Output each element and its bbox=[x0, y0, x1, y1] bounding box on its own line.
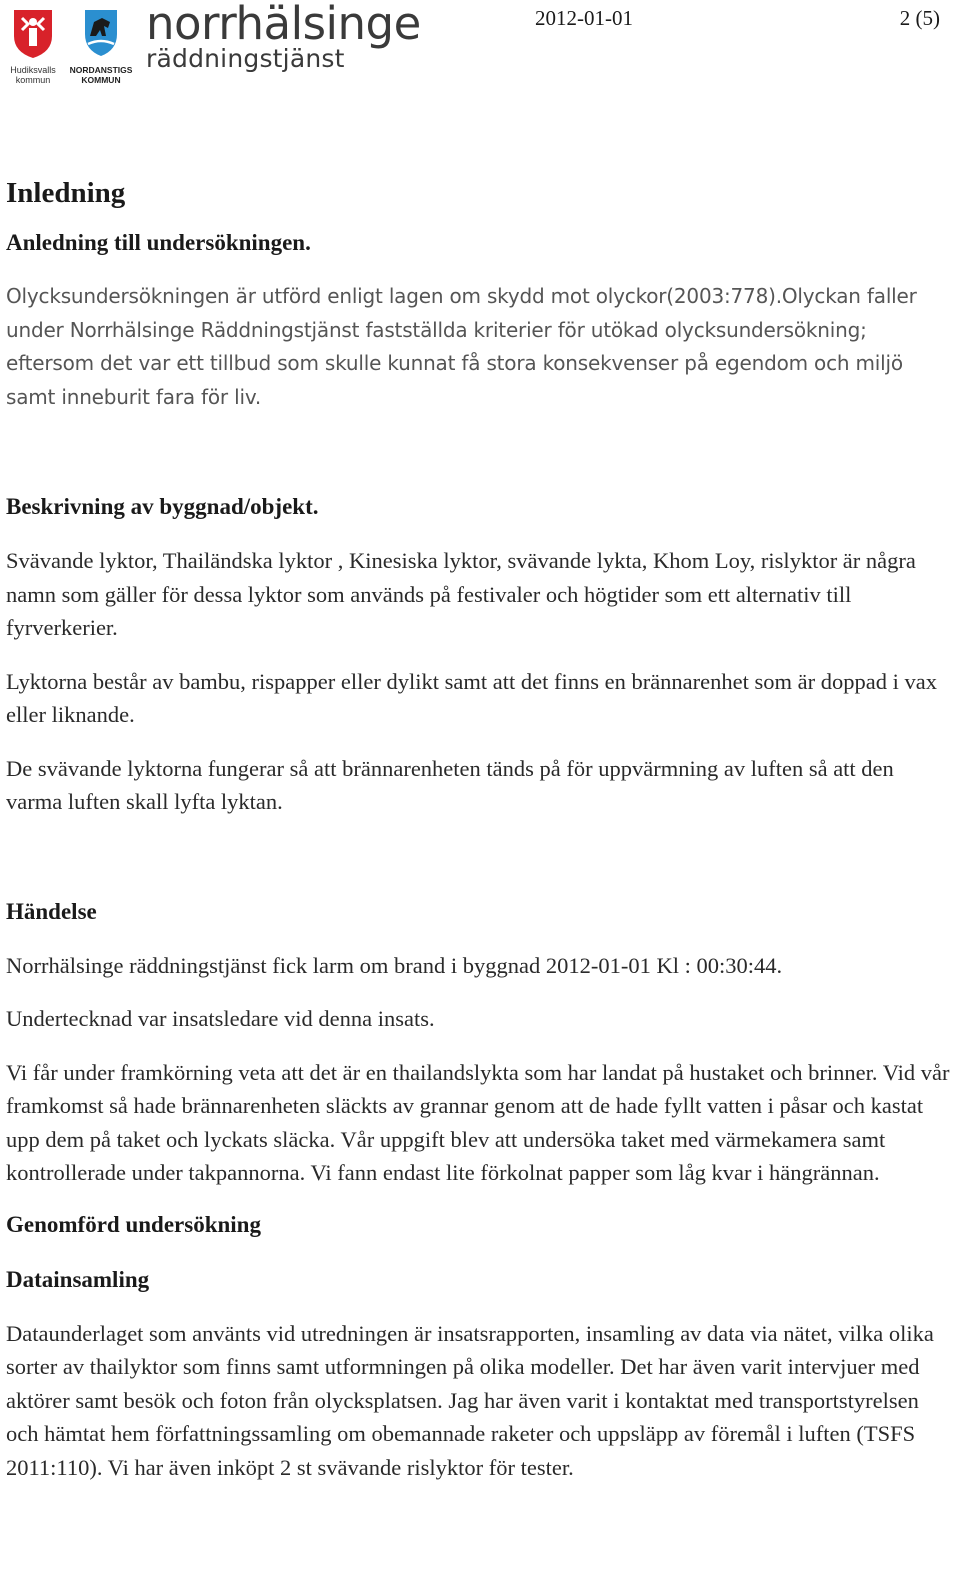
nordanstig-caption: NORDANSTIGS KOMMUN bbox=[69, 65, 133, 85]
paragraph-beskrivning-2: Lyktorna består av bambu, rispapper eller dylikt samt att det finns en brännarenhet som är doppad i vax eller liknande. bbox=[6, 668, 937, 727]
nordanstig-logo bbox=[66, 6, 136, 85]
hudiksvall-crest-icon bbox=[6, 6, 60, 60]
brand-sub: räddningstjänst bbox=[146, 44, 345, 73]
section-heading-genomford: Genomförd undersökning bbox=[6, 1211, 261, 1237]
brand-wordmark bbox=[146, 0, 421, 72]
paragraph-handelse-3: Vi får under framkörning veta att det är en thailandslykta som har landat på hustaket och brinner. Vid vår framkomst så hade brännarenheten släckts av grannar genom att de hade fyllt vatten i påsar och kastat upp dem på taket och lyckats släcka. Vår uppgift blev att undersöka taket med värmekamera samt kontrollerade under takpannorna. Vi fann endast lite förkolnat papper som låg kvar i hängrännan. bbox=[6, 1059, 950, 1185]
paragraph-datainsamling: Dataunderlaget som använts vid utredningen är insatsrapporten, insamling av data via nätet, vilka olika sorter av thailyktor som finns samt utformningen på olika modeller. Det har även varit intervjuer med aktörer samt besök och foton från olycksplatsen. Jag har även varit i kontaktat med transportstyrelsen och hämtat hem författningssamling om obemannade raketer och uppsläpp av föremål i luften (TSFS 2011:110). Vi har även inköpt 2 st svävande rislyktor för tester. bbox=[6, 1320, 934, 1480]
section-heading-handelse: Händelse bbox=[6, 898, 97, 924]
hudiksvall-caption: Hudiksvalls kommun bbox=[10, 65, 56, 85]
paragraph-beskrivning-3: De svävande lyktorna fungerar så att brännarenheten tänds på för uppvärmning av luften så att den varma luften skall lyfta lyktan. bbox=[6, 755, 894, 814]
document-body bbox=[6, 170, 951, 1484]
page-title: Inledning bbox=[6, 177, 126, 209]
paragraph-handelse-2: Undertecknad var insatsledare vid denna insats. bbox=[6, 1006, 435, 1031]
section-heading-beskrivning: Beskrivning av byggnad/objekt. bbox=[6, 494, 319, 519]
page-number: 2 (5) bbox=[899, 6, 940, 30]
section-heading-datainsamling: Datainsamling bbox=[6, 1266, 150, 1292]
nordanstig-crest-icon bbox=[66, 6, 136, 60]
paragraph-handelse-1: Norrhälsinge räddningstjänst fick larm om brand i byggnad 2012-01-01 Kl : 00:30:44. bbox=[6, 952, 783, 978]
document-date: 2012-01-01 bbox=[535, 6, 633, 30]
page-header bbox=[0, 0, 960, 90]
paragraph-anledning: Olycksundersökningen är utförd enligt lagen om skydd mot olyckor(2003:778).Olyckan faller under Norrhälsinge Räddningstjänst fastställda kriterier för utökad olycksundersökning; eftersom det var ett tillbud som skulle kunnat få stora konsekvenser på egendom och miljö samt inneburit fara för liv. bbox=[6, 284, 917, 409]
hudiksvall-logo bbox=[6, 6, 60, 85]
paragraph-beskrivning-1: Svävande lyktor, Thailändska lyktor , Kinesiska lyktor, svävande lykta, Khom Loy, rislyktor är några namn som gäller för dessa lyktor som används på festivaler och högtider som ett alternativ till fyrverkerier. bbox=[6, 548, 916, 640]
brand-main: norrhälsinge bbox=[146, 0, 421, 50]
section-heading-anledning: Anledning till undersökningen. bbox=[6, 230, 311, 255]
